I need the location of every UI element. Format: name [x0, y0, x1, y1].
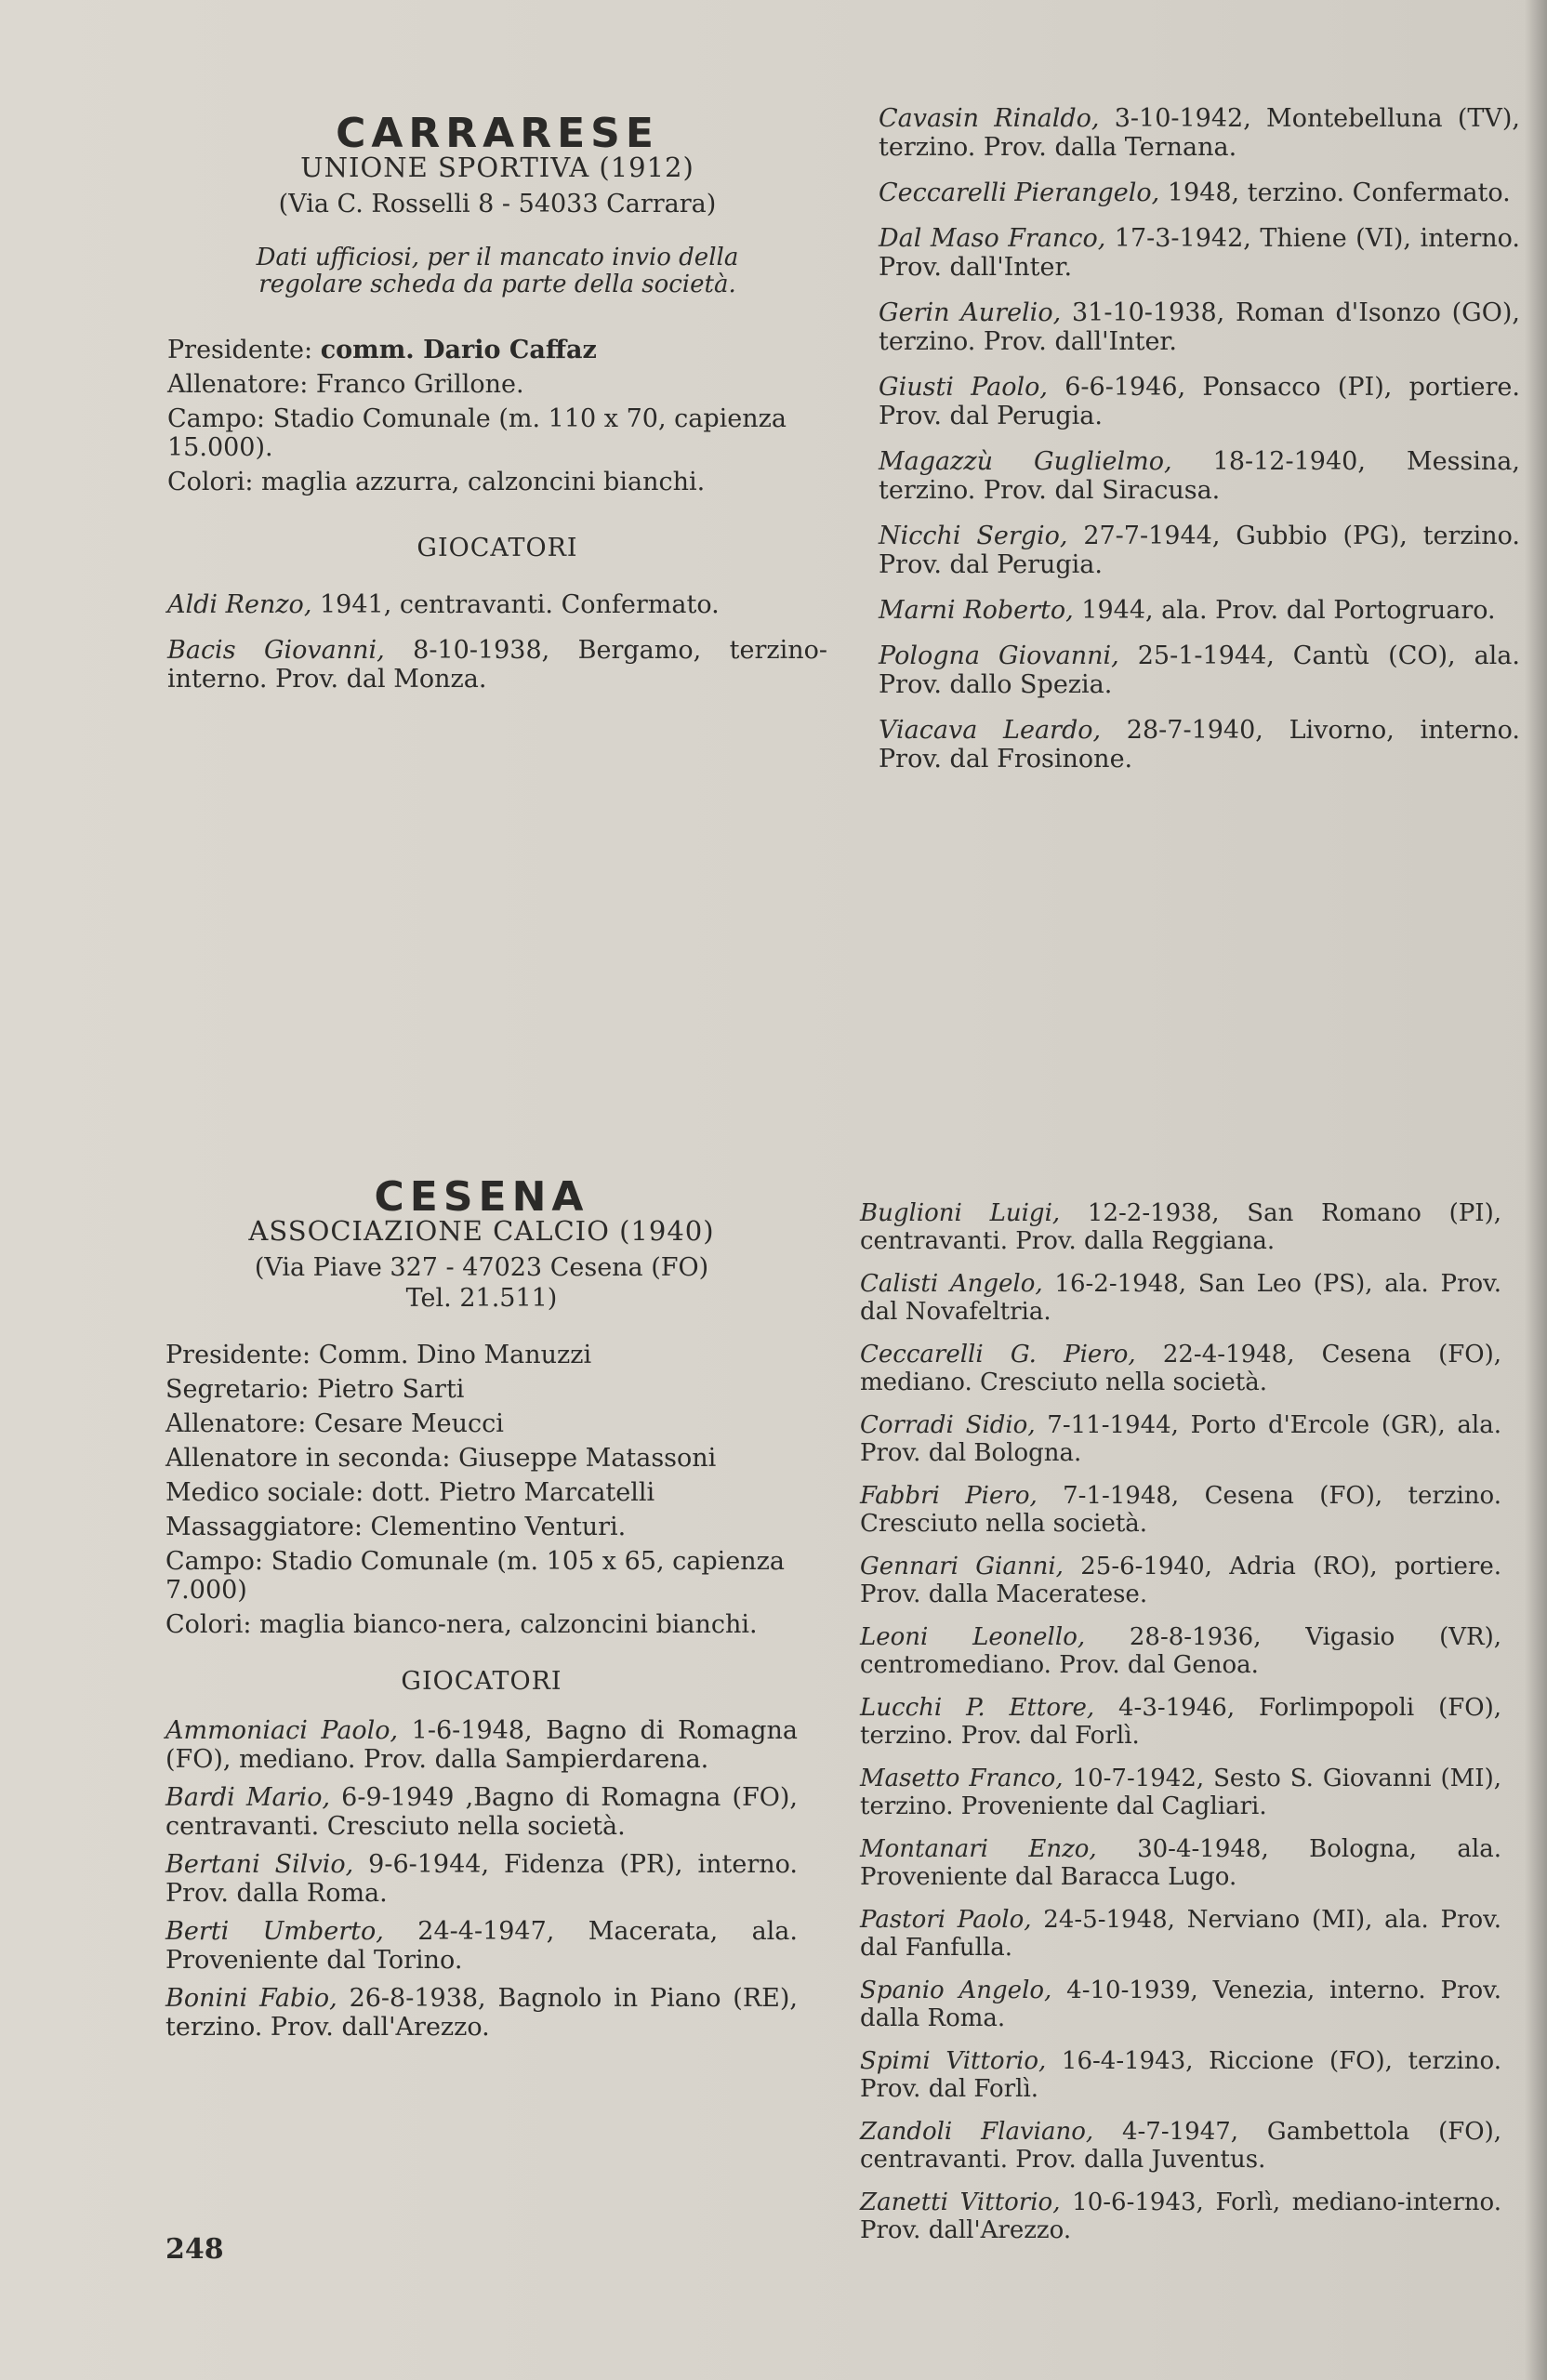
player-details: 30-4-1948, Bologna, ala. Proveniente dal Baracca Lugo.	[860, 1835, 1501, 1891]
player-details: 1944, ala. Prov. dal Portogruaro.	[1073, 596, 1496, 625]
player-name: Berti Umberto,	[165, 1917, 384, 1946]
player-details: 28-8-1936, Vigasio (VR), centromediano. Prov. dal Genoa.	[860, 1623, 1501, 1679]
player-entry	[879, 447, 1520, 505]
player-entry	[879, 522, 1520, 579]
presidente-value: comm. Dario Caffaz	[320, 336, 597, 364]
player-details: 22-4-1948, Cesena (FO), mediano. Cresciuto nella società.	[860, 1341, 1501, 1396]
player-details: 17-3-1942, Thiene (VI), interno. Prov. dall'Inter.	[879, 224, 1520, 282]
player-name: Pologna Giovanni,	[879, 641, 1119, 670]
player-name: Ceccarelli G. Piero,	[860, 1341, 1136, 1368]
cesena-right-column	[860, 1199, 1501, 2259]
player-details: 8-10-1938, Bergamo, terzino-interno. Prov. dal Monza.	[167, 636, 827, 694]
player-name: Cavasin Rinaldo,	[879, 104, 1100, 133]
player-details: 26-8-1938, Bagnolo in Piano (RE), terzino. Prov. dall'Arezzo.	[165, 1984, 798, 2042]
player-entry	[860, 1341, 1501, 1396]
player-entry	[860, 1553, 1501, 1608]
player-details: 18-12-1940, Messina, terzino. Prov. dal Siracusa.	[879, 447, 1520, 505]
player-details: 16-4-1943, Riccione (FO), terzino. Prov. dal Forlì.	[860, 2047, 1501, 2103]
carrarese-right-column	[879, 104, 1520, 790]
player-name: Ammoniaci Paolo,	[165, 1716, 399, 1745]
player-details: 24-4-1947, Macerata, ala. Proveniente dal Torino.	[165, 1917, 798, 1975]
player-name: Giusti Paolo,	[879, 373, 1048, 402]
club-title-carrarese: CARRARESE	[336, 110, 659, 157]
player-details: 1948, terzino. Confermato.	[1159, 178, 1511, 207]
club-info	[165, 1341, 798, 1639]
player-details: 7-11-1944, Porto d'Ercole (GR), ala. Prov. dal Bologna.	[860, 1411, 1502, 1467]
player-name: Calisti Angelo,	[860, 1270, 1043, 1298]
campo-line: Campo: Stadio Comunale (m. 110 x 70, capienza 15.000).	[167, 404, 787, 462]
player-details: 4-7-1947, Gambettola (FO), centravanti. Prov. dalla Juventus.	[860, 2118, 1502, 2174]
player-name: Buglioni Luigi,	[860, 1199, 1061, 1227]
club-subtitle: ASSOCIAZIONE CALCIO (1940)	[248, 1215, 715, 1247]
player-name: Zandoli Flaviano,	[860, 2118, 1094, 2146]
player-name: Montanari Enzo,	[860, 1835, 1097, 1863]
info-line: Presidente: Comm. Dino Manuzzi	[165, 1341, 592, 1369]
player-details: 10-6-1943, Forlì, mediano-interno. Prov. dall'Arezzo.	[860, 2188, 1502, 2244]
section-heading-giocatori: GIOCATORI	[401, 1667, 562, 1696]
player-details: 31-10-1938, Roman d'Isonzo (GO), terzino. Prov. dall'Inter.	[879, 298, 1520, 356]
player-entry	[860, 1482, 1501, 1538]
player-name: Pastori Paolo,	[860, 1906, 1032, 1934]
player-name: Aldi Renzo,	[167, 590, 312, 619]
player-entry	[879, 104, 1520, 162]
player-entry	[167, 636, 827, 694]
player-name: Ceccarelli Pierangelo,	[879, 178, 1160, 207]
player-name: Gennari Gianni,	[860, 1553, 1064, 1580]
player-name: Bacis Giovanni,	[167, 636, 385, 665]
player-details: 9-6-1944, Fidenza (PR), interno. Prov. dalla Roma.	[165, 1850, 798, 1908]
player-details: 6-6-1946, Ponsacco (PI), portiere. Prov. dal Perugia.	[879, 373, 1520, 430]
player-name: Bardi Mario,	[165, 1783, 331, 1812]
player-entry	[165, 1716, 798, 1774]
player-name: Marni Roberto,	[879, 596, 1074, 625]
player-entry	[860, 1270, 1501, 1326]
player-entry	[879, 178, 1520, 207]
player-details: 1941, centravanti. Confermato.	[311, 590, 720, 619]
player-entry	[879, 224, 1520, 282]
player-name: Viacava Leardo,	[879, 716, 1102, 745]
info-line: Medico sociale: dott. Pietro Marcatelli	[165, 1478, 655, 1507]
club-info	[167, 336, 827, 496]
page-number: 248	[165, 2233, 224, 2266]
player-entry	[165, 1783, 798, 1841]
player-name: Fabbri Piero,	[860, 1482, 1038, 1510]
player-name: Masetto Franco,	[860, 1765, 1064, 1792]
page-edge-shadow	[1525, 0, 1547, 2380]
player-entry	[860, 2118, 1501, 2174]
player-name: Corradi Sidio,	[860, 1411, 1036, 1439]
player-entry	[167, 590, 827, 619]
player-details: 7-1-1948, Cesena (FO), terzino. Cresciuto nella società.	[860, 1482, 1501, 1538]
presidente-label: Presidente:	[167, 336, 313, 364]
info-line: Colori: maglia bianco-nera, calzoncini bianchi.	[165, 1610, 758, 1639]
player-details: 1-6-1948, Bagno di Romagna (FO), mediano. Prov. dalla Sampierdarena.	[165, 1716, 798, 1774]
player-entry	[879, 716, 1520, 774]
player-list	[167, 590, 827, 694]
info-line: Campo: Stadio Comunale (m. 105 x 65, capienza 7.000)	[165, 1547, 785, 1605]
player-list	[165, 1716, 798, 2042]
player-details: 27-7-1944, Gubbio (PG), terzino. Prov. dal Perugia.	[879, 522, 1521, 579]
club-address: (Via C. Rosselli 8 - 54033 Carrara)	[278, 190, 717, 218]
club-subtitle: UNIONE SPORTIVA (1912)	[300, 152, 694, 183]
player-name: Magazzù Guglielmo,	[879, 447, 1172, 476]
player-name: Dal Maso Franco,	[879, 224, 1106, 253]
player-name: Nicchi Sergio,	[879, 522, 1068, 550]
player-name: Leoni Leonello,	[860, 1623, 1086, 1651]
player-entry	[879, 596, 1520, 625]
player-entry	[879, 641, 1520, 699]
cesena-left-column	[165, 1173, 798, 2051]
club-telephone: Tel. 21.511)	[405, 1284, 558, 1313]
player-details: 12-2-1938, San Romano (PI), centravanti. Prov. dalla Reggiana.	[860, 1199, 1501, 1255]
player-details: 4-3-1946, Forlimpopoli (FO), terzino. Prov. dal Forlì.	[860, 1694, 1501, 1750]
info-line: Allenatore in seconda: Giuseppe Matassoni	[165, 1444, 717, 1473]
allenatore-line: Allenatore: Franco Grillone.	[167, 370, 524, 399]
player-details: 6-9-1949 ,Bagno di Romagna (FO), centravanti. Cresciuto nella società.	[165, 1783, 798, 1841]
player-entry	[879, 373, 1520, 430]
player-entry	[860, 1835, 1501, 1891]
player-entry	[165, 1850, 798, 1908]
player-details: 16-2-1948, San Leo (PS), ala. Prov. dal Novafeltria.	[860, 1270, 1502, 1326]
player-entry	[860, 1694, 1501, 1750]
player-entry	[860, 1906, 1501, 1962]
player-details: 4-10-1939, Venezia, interno. Prov. dalla Roma.	[860, 1977, 1501, 2032]
player-entry	[165, 1984, 798, 2042]
player-entry	[860, 1765, 1501, 1820]
info-line: Allenatore: Cesare Meucci	[165, 1409, 504, 1438]
player-entry	[860, 2188, 1501, 2244]
player-entry	[860, 1199, 1501, 1255]
player-details: 3-10-1942, Montebelluna (TV), terzino. Prov. dalla Ternana.	[879, 104, 1520, 162]
player-name: Spimi Vittorio,	[860, 2047, 1047, 2075]
player-details: 25-1-1944, Cantù (CO), ala. Prov. dallo Spezia.	[879, 641, 1520, 699]
player-entry	[165, 1917, 798, 1975]
club-address: (Via Piave 327 - 47023 Cesena (FO)	[254, 1253, 709, 1282]
player-name: Spanio Angelo,	[860, 1977, 1052, 2004]
player-entry	[879, 298, 1520, 356]
player-details: 10-7-1942, Sesto S. Giovanni (MI), terzino. Proveniente dal Cagliari.	[860, 1765, 1501, 1820]
player-entry	[860, 1623, 1501, 1679]
player-entry	[860, 1411, 1501, 1467]
player-name: Zanetti Vittorio,	[860, 2188, 1061, 2216]
club-title-cesena: CESENA	[374, 1173, 589, 1221]
presidente-line	[167, 336, 827, 364]
player-details: 28-7-1940, Livorno, interno. Prov. dal Frosinone.	[879, 716, 1520, 774]
colori-line: Colori: maglia azzurra, calzoncini bianchi.	[167, 468, 706, 496]
player-details: 25-6-1940, Adria (RO), portiere. Prov. dalla Maceratese.	[860, 1553, 1501, 1608]
player-name: Lucchi P. Ettore,	[860, 1694, 1095, 1722]
info-line: Segretario: Pietro Sarti	[165, 1375, 465, 1404]
section-heading-giocatori: GIOCATORI	[416, 534, 578, 562]
player-entry	[860, 1977, 1501, 2032]
player-name: Bertani Silvio,	[165, 1850, 354, 1879]
carrarese-left-column	[167, 110, 827, 710]
player-entry	[860, 2047, 1501, 2103]
info-line: Massaggiatore: Clementino Venturi.	[165, 1513, 627, 1541]
unofficial-note: Dati ufficiosi, per il mancato invio della regolare scheda da parte della società.	[256, 244, 739, 298]
player-name: Gerin Aurelio,	[879, 298, 1062, 327]
player-details: 24-5-1948, Nerviano (MI), ala. Prov. dal Fanfulla.	[860, 1906, 1501, 1962]
player-name: Bonini Fabio,	[165, 1984, 337, 2013]
